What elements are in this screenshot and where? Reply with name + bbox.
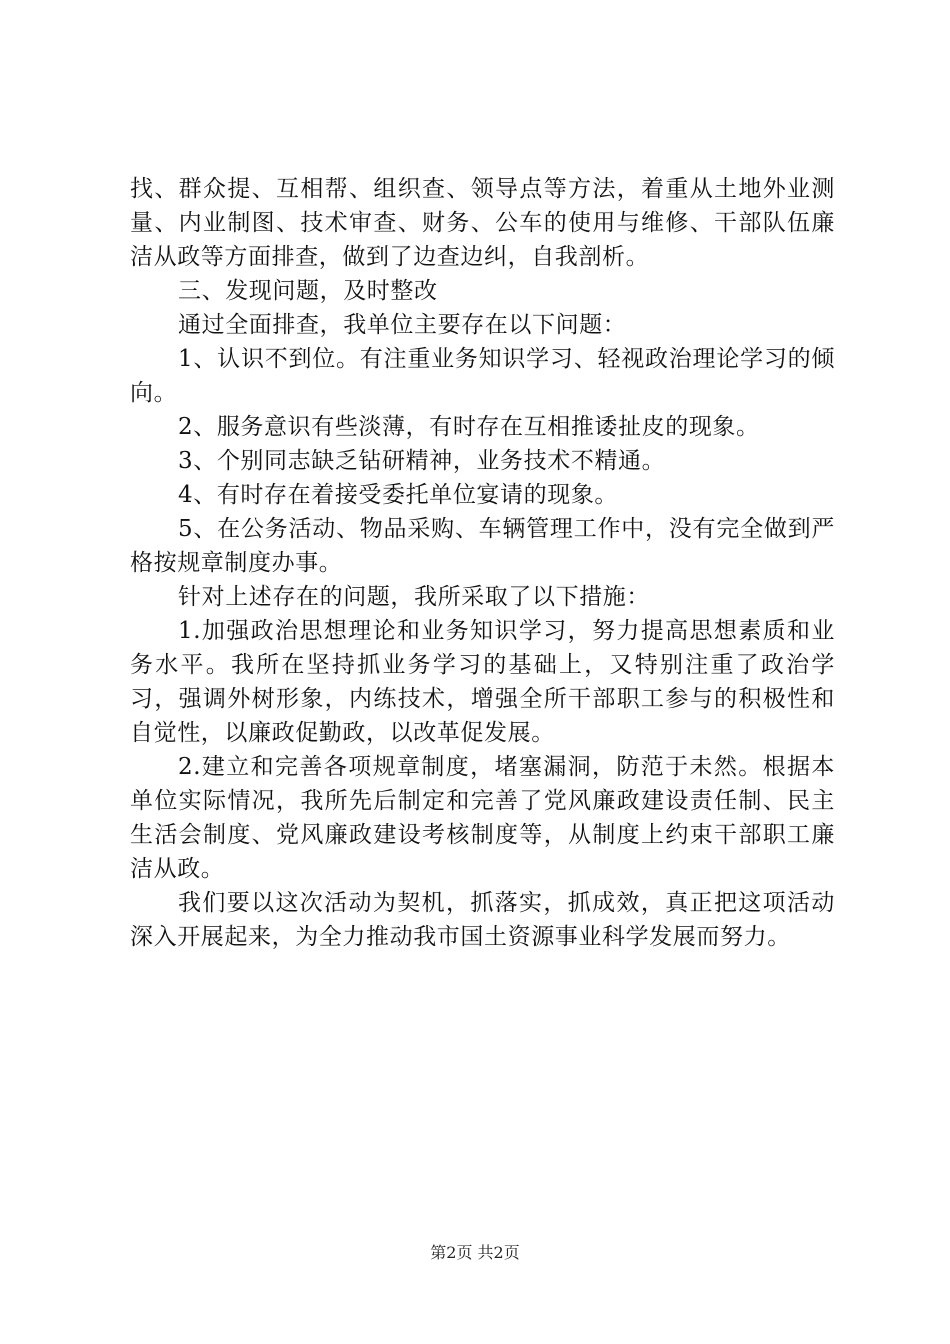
paragraph-2-heading: 三、发现问题，及时整改 xyxy=(178,278,438,304)
paragraph-9: 针对上述存在的问题，我所采取了以下措施： xyxy=(178,584,650,610)
paragraph-11: 2.建立和完善各项规章制度，堵塞漏洞，防范于未然。根据本单位实际情况，我所先后制定和完善了党风廉政建设责任制、民主生活会制度、党风廉政建设考核制度等，从制度上约束干部职工廉洁从政。 xyxy=(130,754,835,882)
paragraph-8: 5、在公务活动、物品采购、车辆管理工作中，没有完全做到严格按规章制度办事。 xyxy=(130,516,835,576)
page-footer: 第2页 共2页 xyxy=(430,1243,520,1262)
paragraph-1: 找、群众提、互相帮、组织查、领导点等方法，着重从土地外业测量、内业制图、技术审查、财务、公车的使用与维修、干部队伍廉洁从政等方面排查，做到了边查边纠，自我剖析。 xyxy=(130,176,835,270)
paragraph-7: 4、有时存在着接受委托单位宴请的现象。 xyxy=(178,482,619,508)
document-body xyxy=(130,172,835,954)
paragraph-3: 通过全面排查，我单位主要存在以下问题： xyxy=(178,312,627,338)
paragraph-4: 1、认识不到位。有注重业务知识学习、轻视政治理论学习的倾向。 xyxy=(130,346,835,406)
paragraph-12: 我们要以这次活动为契机，抓落实，抓成效，真正把这项活动深入开展起来，为全力推动我市国土资源事业科学发展而努力。 xyxy=(130,890,835,950)
paragraph-6: 3、个别同志缺乏钻研精神，业务技术不精通。 xyxy=(178,448,666,474)
paragraph-10: 1.加强政治思想理论和业务知识学习，努力提高思想素质和业务水平。我所在坚持抓业务学习的基础上，又特别注重了政治学习，强调外树形象，内练技术，增强全所干部职工参与的积极性和自觉性，以廉政促勤政，以改革促发展。 xyxy=(130,618,835,746)
paragraph-5: 2、服务意识有些淡薄，有时存在互相推诿扯皮的现象。 xyxy=(178,414,760,440)
